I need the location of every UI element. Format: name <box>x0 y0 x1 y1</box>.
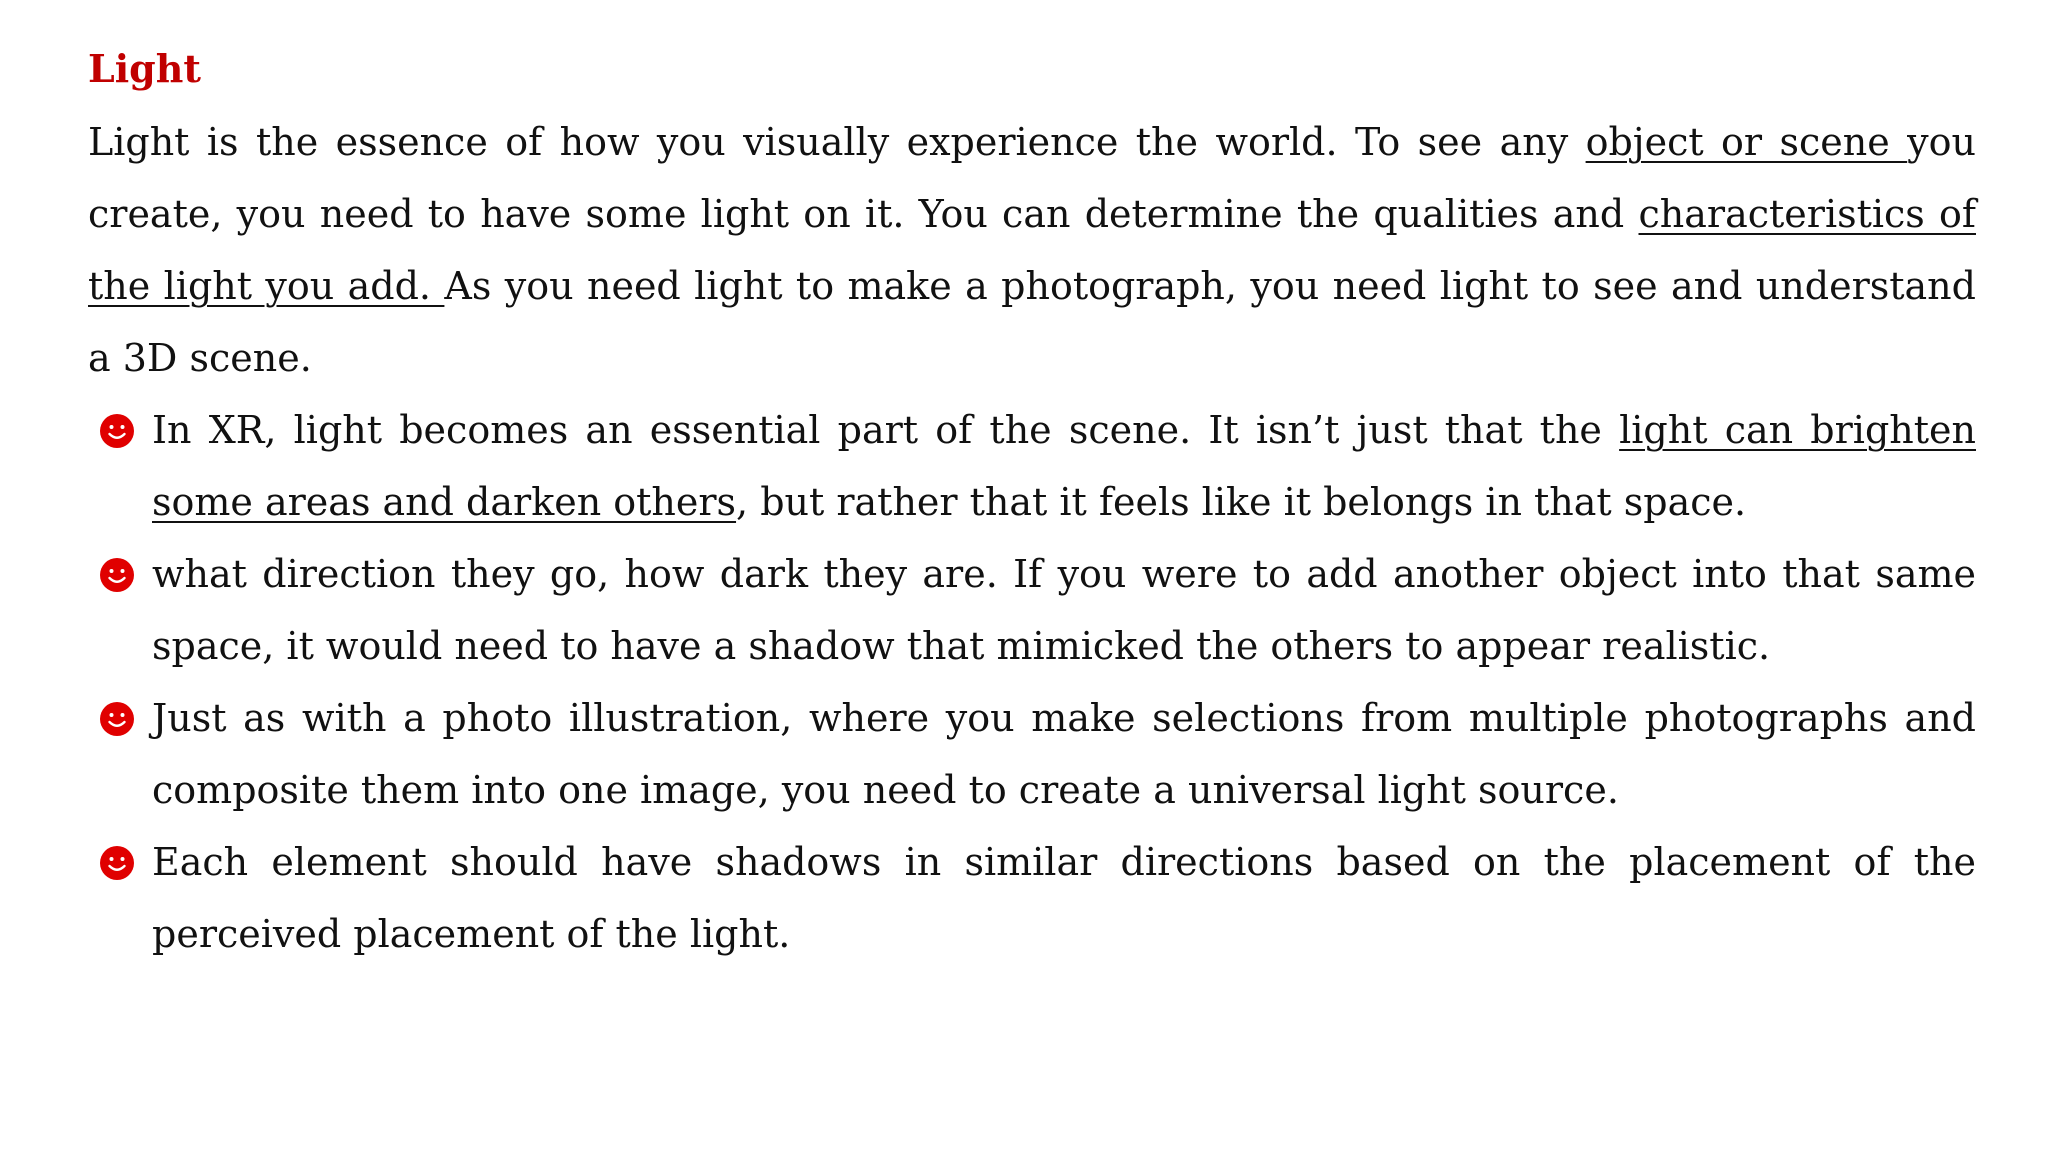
smiley-face-icon <box>100 558 134 592</box>
smiley-face-icon <box>100 702 134 736</box>
bullet-4-text: Each element should have shadows in similar directions based on the placement of the perceived placement of the light. <box>152 840 1976 956</box>
list-item <box>88 682 1976 826</box>
bullet-1-text-2: , but rather that it feels like it belongs in that space. <box>736 480 1747 524</box>
bullet-2-text: what direction they go, how dark they are. If you were to add another object into that same space, it would need to have a shadow that mimicked the others to appear realistic. <box>152 552 1976 668</box>
bullet-1-underlined: light can brighten some areas and darken others <box>152 408 1976 524</box>
intro-underlined-2: characteristics of the light you add. <box>88 192 1976 308</box>
intro-underlined-1: object or scene <box>1585 120 1908 164</box>
list-item <box>88 394 1976 538</box>
bullet-3-text: Just as with a photo illustration, where you make selections from multiple photographs and composite them into one image, you need to create a universal light source. <box>152 696 1976 812</box>
intro-text-1: Light is the essence of how you visually experience the world. To see any <box>88 120 1586 164</box>
section-title: Light <box>88 46 201 91</box>
intro-text-3: As you need light to make a photograph, you need light to see and understand a 3D scene. <box>88 264 1976 380</box>
list-item <box>88 826 1976 970</box>
bullet-1-text-1: In XR, light becomes an essential part of the scene. It isn’t just that the <box>152 408 1620 452</box>
smiley-face-icon <box>100 846 134 880</box>
list-item <box>88 538 1976 682</box>
document-page <box>88 36 1976 970</box>
intro-paragraph <box>88 106 1976 394</box>
bullet-list <box>88 394 1976 970</box>
intro-text-2: you create, you need to have some light on it. You can determine the qualities and <box>88 120 1976 236</box>
smiley-face-icon <box>100 414 134 448</box>
